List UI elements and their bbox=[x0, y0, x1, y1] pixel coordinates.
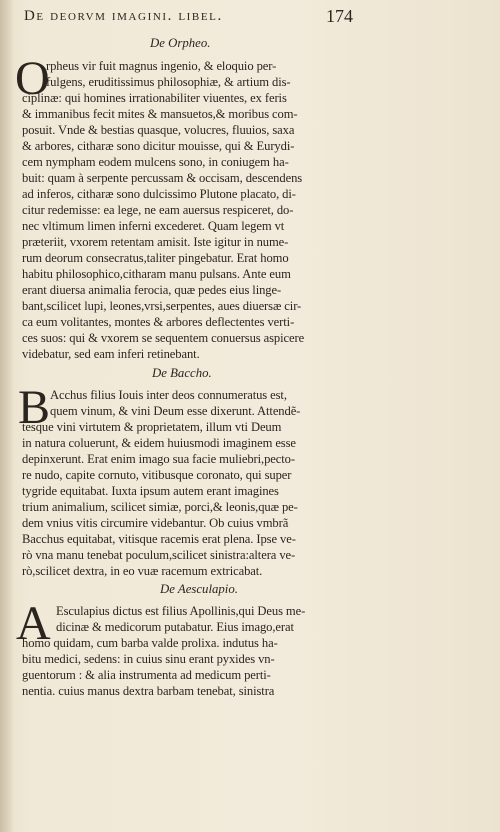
text-line: Bacchus equitabat, vitisque racemis erat plena. Ipse ve- bbox=[22, 532, 296, 546]
text-line: guentorum : & alia instrumenta ad medicum perti- bbox=[22, 668, 271, 682]
text-line: Acchus filius Iouis inter deos connumeratus est, bbox=[50, 388, 287, 402]
text-line: trium animalium, scilicet simiæ, porci,& leonis,quæ pe- bbox=[22, 500, 298, 514]
text-line: homo quidam, cum barba valde prolixa. indutus ha- bbox=[22, 636, 278, 650]
text-line: rpheus vir fuit magnus ingenio, & eloquio per- bbox=[46, 59, 277, 73]
text-line: nec vltimum limen inferni excederet. Quam legem vt bbox=[22, 219, 285, 233]
text-line: præteriit, vxorem retentam amisit. Iste igitur in nume- bbox=[22, 235, 289, 249]
section-title-orpheo: De Orpheo. bbox=[150, 36, 211, 50]
text-line: ces suos: qui & vxorem se sequentem conuersus aspicere bbox=[22, 331, 305, 345]
text-line: & arbores, citharæ sono dicitur mouisse, qui & Eurydi- bbox=[22, 139, 295, 153]
text-line: citur redemisse: ea lege, ne eam auersus respiceret, do- bbox=[22, 203, 294, 217]
text-line: dem vnius vitis circumire videbantur. Ob cuius vmbrã bbox=[22, 516, 289, 530]
text-line: fulgens, eruditissimus philosophiæ, & artium dis- bbox=[46, 75, 291, 89]
text-line: Esculapius dictus est filius Apollinis,qui Deus me- bbox=[56, 604, 306, 618]
text-line: habitu philosophico,citharam manu pulsans. Ante eum bbox=[22, 267, 291, 281]
text-line: depinxerunt. Erat enim imago sua facie muliebri,pecto- bbox=[22, 452, 295, 466]
text-line: dicinæ & medicorum putabatur. Eius imago,erat bbox=[56, 620, 294, 634]
section-title-aesculapio: De Aesculapio. bbox=[160, 582, 238, 596]
text-line: tygride equitabat. Iuxta ipsum autem erant imagines bbox=[22, 484, 279, 498]
text-line: re nudo, capite cornuto, vitibusque coronato, qui super bbox=[22, 468, 292, 482]
text-line: quem vinum, & vini Deum esse dixerunt. Attendẽ- bbox=[50, 404, 301, 418]
drop-cap-aesculapio: A bbox=[16, 597, 51, 650]
text-line: buit: quam à serpente percussam & occisam, descendens bbox=[22, 171, 303, 185]
text-line: rò vna manu tenebat poculum,scilicet sinistra:altera ve- bbox=[22, 548, 296, 562]
text-line: cem nympham eodem mulcens sono, in coniugem ha- bbox=[22, 155, 289, 169]
text-line: bitu medici, sedens: in cuius sinu erant pyxides vn- bbox=[22, 652, 275, 666]
text-line: erant diuersa animalia ferocia, quæ pedes eius linge- bbox=[22, 283, 282, 297]
text-line: & immanibus fecit mites & mansuetos,& moribus com- bbox=[22, 107, 298, 121]
text-line: nentia. cuius manus dextra barbam tenebat, sinistra bbox=[22, 684, 275, 698]
page-gutter-shadow bbox=[0, 0, 14, 832]
text-line: posuit. Vnde & bestias quasque, volucres, fluuios, saxa bbox=[22, 123, 295, 137]
text-line: rò,scilicet dextra, in eo vuæ racemum extricabat. bbox=[22, 564, 263, 578]
text-line: in natura coluerunt, & eidem huiusmodi imaginem esse bbox=[22, 436, 296, 450]
text-line: ad inferos, citharæ sono dulcissimo Plutone placato, di- bbox=[22, 187, 296, 201]
text-line: ciplinæ: qui homines irrationabiliter viuentes, ex feris bbox=[22, 91, 287, 105]
folio-number: 174 bbox=[326, 6, 353, 26]
drop-cap-baccho: B bbox=[18, 381, 51, 434]
drop-cap-orpheo: O bbox=[15, 52, 50, 105]
running-title: De deorvm imagini. libel. bbox=[24, 8, 223, 24]
text-line: rum deorum consecratus,taliter pingebatur. Erat homo bbox=[22, 251, 289, 265]
section-title-baccho: De Baccho. bbox=[152, 366, 212, 380]
text-line: ca eum volitantes, montes & arbores deflectentes verti- bbox=[22, 315, 295, 329]
text-line: bant,scilicet lupi, leones,vrsi,serpentes, aues diuersæ cir- bbox=[22, 299, 302, 313]
text-line: videbatur, sed eam inferi retinebant. bbox=[22, 347, 200, 361]
text-line: tesque vini virtutem & proprietatem, illum vti Deum bbox=[22, 420, 282, 434]
